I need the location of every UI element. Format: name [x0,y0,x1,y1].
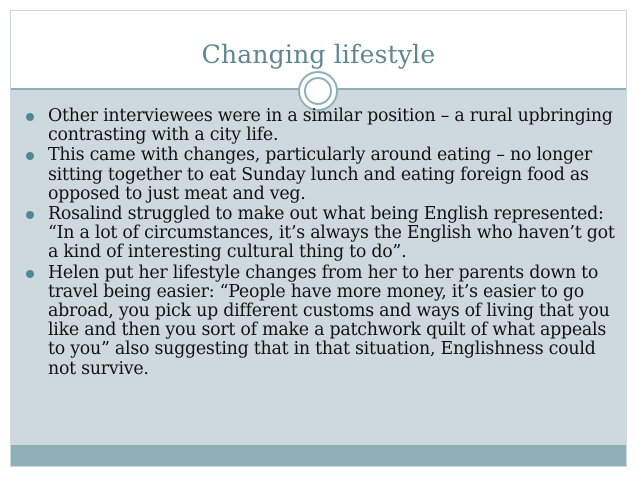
bullet-item [18,264,618,379]
bullet-dot-icon [26,113,34,121]
footer-bar [11,445,626,466]
bullet-dot-icon [26,152,34,160]
bullet-item [18,107,618,145]
bullet-text: Other interviewees were in a similar position – a rural upbringing contrasting with a city life. [48,106,613,146]
bullet-text: Helen put her lifestyle changes from her to her parents down to travel being easier: “People have more money, it’s easier to go abroad, you pick up different customs and ways of living that you like and then you sort of make a patchwork quilt of what appeals to you” also suggesting that in that situation, Englishness could not survive. [48,262,610,379]
bullet-item [18,146,618,204]
bullet-item [18,205,618,263]
bullet-dot-icon [26,211,34,219]
bullet-list [18,107,618,379]
circle-ornament-inner [304,77,332,105]
bullet-dot-icon [26,270,34,278]
circle-ornament-icon [298,71,338,111]
slide-title: Changing lifestyle [201,40,436,69]
bullet-text: This came with changes, particularly around eating – no longer sitting together to eat Sunday lunch and eating foreign food as opposed to just meat and veg. [48,145,592,204]
bullet-text: Rosalind struggled to make out what being English represented: “In a lot of circumstances, it’s always the English who haven’t got a kind of interesting cultural thing to do”. [48,204,615,263]
